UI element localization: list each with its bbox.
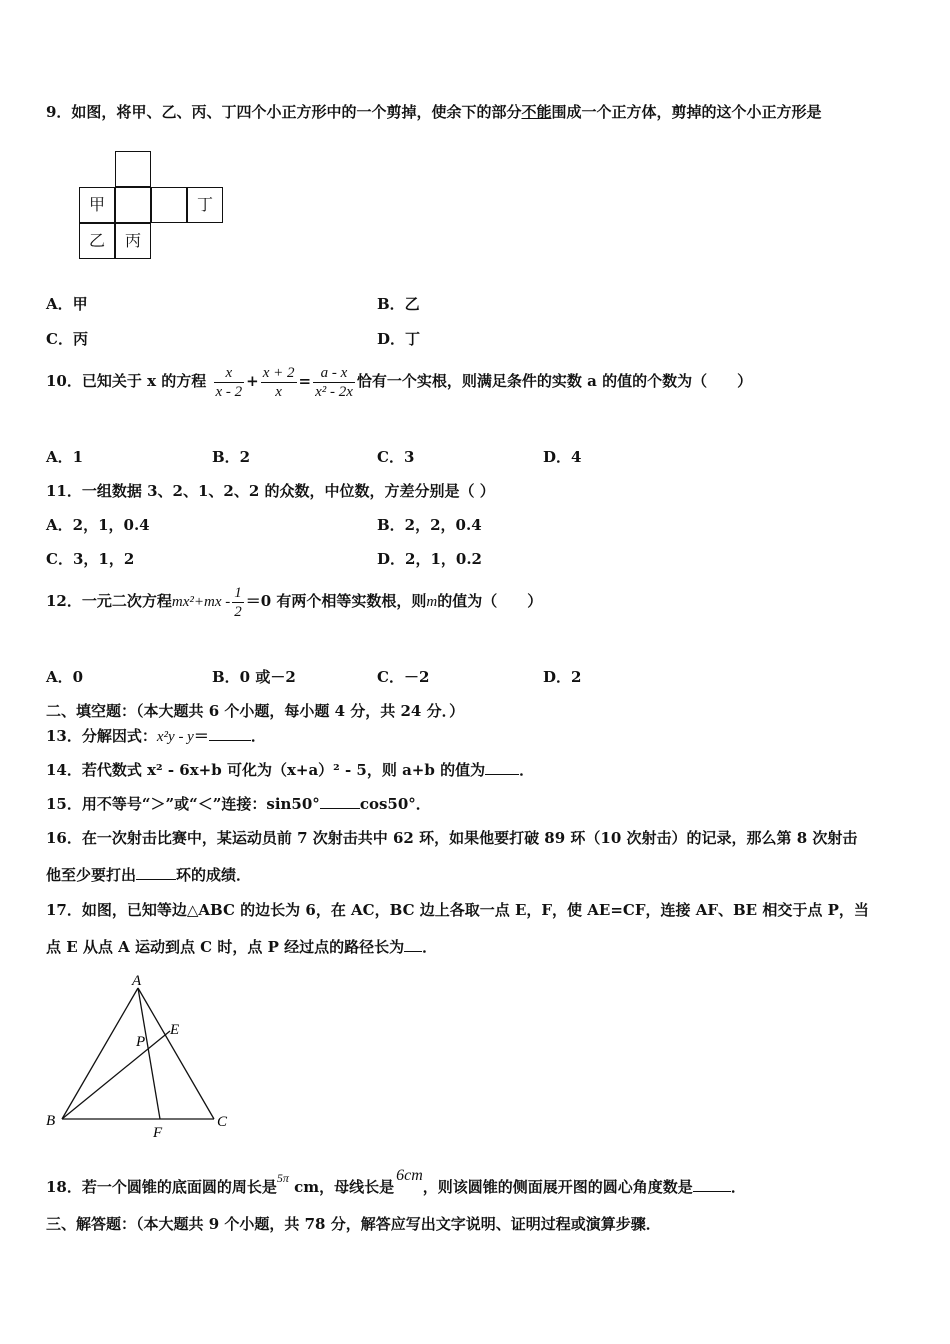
- q10-text-post: 恰有一个实根，则满足条件的实数 a 的值的个数为（ ）: [356, 372, 753, 390]
- q18-answer-blank[interactable]: [693, 1177, 731, 1192]
- q13-text-pre: 13．分解因式：: [46, 727, 157, 745]
- net-cell-bing: 丙: [115, 223, 151, 259]
- q10-stem: [46, 362, 752, 401]
- q11-option-d: D．2，1，0.2: [377, 550, 482, 568]
- label-b: B: [46, 1113, 56, 1129]
- q9-option-b: B．乙: [377, 295, 420, 313]
- label-p: P: [136, 1034, 146, 1050]
- q10-text-pre: 10．已知关于 x 的方程: [46, 372, 207, 390]
- label-c: C: [217, 1114, 228, 1130]
- q9-option-a: A．甲: [46, 295, 88, 313]
- q12-option-a: A．0: [46, 668, 84, 686]
- q15-stem: [46, 794, 431, 814]
- q13-end: ．: [250, 727, 266, 745]
- q16-line-1: 16．在一次射击比赛中，某运动员前 7 次射击共中 62 环，如果他要打破 89 环（10 次射击）的记录，那么第 8 次射击: [46, 829, 858, 847]
- q18-unit-text: cm，母线长是: [288, 1178, 395, 1196]
- net-cell-middle: [115, 187, 151, 223]
- q12-text-pre: 12．一元二次方程: [46, 592, 172, 610]
- q12-text-end: 的值为（ ）: [437, 592, 543, 610]
- net-cell-jia: 甲: [79, 187, 115, 223]
- q13-stem: [46, 726, 266, 747]
- q9-text-post: 围成一个正方体，剪掉的这个小正方形是: [551, 103, 822, 121]
- q9-text-underlined: 不能: [521, 103, 552, 121]
- label-e: E: [170, 1022, 180, 1038]
- q9-stem: [46, 102, 821, 122]
- section-3-heading: 三、解答题：（本大题共 9 个小题，共 78 分，解答应写出文字说明、证明过程或演算步骤．: [46, 1215, 661, 1233]
- q12-option-d: D．2: [543, 668, 582, 686]
- q14-end: ．: [519, 761, 535, 779]
- q11-stem: 11．一组数据 3、2、1、2、2 的众数，中位数，方差分别是（ ）: [46, 482, 495, 500]
- q17-line-1: 17．如图，已知等边△ABC 的边长为 6，在 AC，BC 边上各取一点 E，F，使 AE=CF，连接 AF、BE 相交于点 P，当: [46, 901, 869, 919]
- q15-text-pre: 15．用不等号“＞”或“＜”连接：sin50°: [46, 795, 320, 813]
- q9-text-pre: 9．如图，将甲、乙、丙、丁四个小正方形中的一个剪掉，使余下的部分: [46, 103, 522, 121]
- q17-line-2: [46, 937, 437, 957]
- q12-expression: mx²+mx -: [171, 594, 231, 610]
- side-ab: [62, 988, 138, 1119]
- label-a: A: [132, 973, 142, 989]
- q17-answer-blank[interactable]: [404, 937, 422, 952]
- q11-option-c: C．3，1，2: [46, 550, 135, 568]
- q16-answer-blank[interactable]: [136, 865, 176, 880]
- q16-line-2: [46, 865, 251, 885]
- q18-stem: [46, 1158, 746, 1205]
- q17-line-2-pre: 点 E 从点 A 运动到点 C 时，点 P 经过点的路径长为: [46, 938, 405, 956]
- q16-line-2-post: 环的成绩．: [176, 866, 252, 884]
- q9-option-d: D．丁: [377, 330, 421, 348]
- q12-variable: m: [426, 594, 438, 610]
- q11-option-a: A．2，1，0.4: [46, 516, 150, 534]
- q10-option-a: A．1: [46, 448, 84, 466]
- q18-slant-height: 6cm: [396, 1167, 423, 1184]
- q13-answer-blank[interactable]: [209, 726, 251, 741]
- net-cell-ding: 丁: [187, 187, 223, 223]
- q14-stem: [46, 760, 534, 780]
- section-2-heading: 二、填空题：（本大题共 6 个小题，每小题 4 分，共 24 分．）: [46, 702, 465, 720]
- q16-line-2-pre: 他至少要打出: [46, 866, 137, 884]
- q12-option-b: B．0 或－2: [212, 668, 296, 686]
- label-f: F: [153, 1125, 163, 1141]
- q18-end: ．: [730, 1178, 746, 1196]
- q10-fraction-3: $\frac{a - x}{\text{x² - 2x}}$: [315, 364, 353, 400]
- net-cell-yi: 乙: [79, 223, 115, 259]
- q17-line-2-post: ．: [422, 938, 438, 956]
- q12-fraction: $\frac{1}{2}$: [234, 584, 242, 620]
- net-cell-top: [115, 151, 151, 187]
- q18-text-post: ，则该圆锥的侧面展开图的圆心角度数是: [422, 1178, 693, 1196]
- q15-text-post: cos50°．: [359, 795, 431, 813]
- q14-text-pre: 14．若代数式 x² - 6x+b 可化为（x+a）² - 5，则 a+b 的值为: [46, 761, 486, 779]
- q10-fraction-1: $\frac{x}{x - 2}$: [215, 364, 243, 400]
- q18-circumference: 5π: [276, 1171, 289, 1185]
- q10-option-b: B．2: [212, 448, 251, 466]
- q10-option-c: C．3: [377, 448, 415, 466]
- q12-stem: [46, 582, 542, 621]
- q11-option-b: B．2，2，0.4: [377, 516, 482, 534]
- q13-text-post: ＝: [193, 727, 209, 745]
- q18-text-pre: 18．若一个圆锥的底面圆的周长是: [46, 1178, 277, 1196]
- q14-answer-blank[interactable]: [485, 760, 519, 775]
- q9-option-c: C．丙: [46, 330, 88, 348]
- q10-equals: =: [298, 372, 312, 390]
- net-cell-blank: [151, 187, 187, 223]
- segment-be: [62, 1031, 170, 1119]
- q13-expression: x²y - y: [156, 729, 194, 745]
- q12-text-post: ＝0 有两个相等实数根，则: [245, 592, 427, 610]
- q10-option-d: D．4: [543, 448, 582, 466]
- q15-answer-blank[interactable]: [320, 794, 360, 809]
- q17-triangle-figure: [40, 968, 250, 1148]
- q12-option-c: C．－2: [377, 668, 430, 686]
- q10-plus: +: [246, 372, 259, 390]
- q10-fraction-2: $\frac{x + 2}{x}$: [262, 364, 295, 400]
